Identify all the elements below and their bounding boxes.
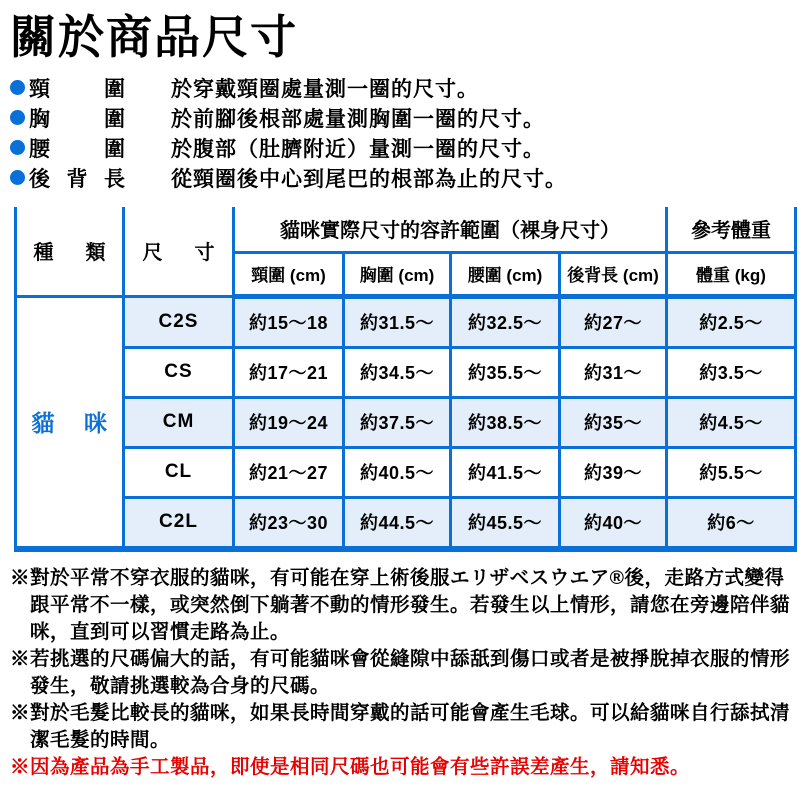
- cell-back: 約40～: [560, 497, 667, 549]
- legend-desc: 於腹部（肚臍附近）量測一圈的尺寸。: [171, 137, 545, 161]
- cell-waist: 約41.5～: [451, 447, 560, 497]
- cell-size: C2L: [124, 497, 234, 549]
- kind-cell: 貓咪: [16, 296, 124, 549]
- legend-item-chest: [10, 103, 800, 133]
- cell-size: CL: [124, 447, 234, 497]
- cell-neck: 約17～21: [234, 347, 344, 397]
- cell-weight: 約2.5～: [667, 296, 796, 347]
- cell-size: C2S: [124, 296, 234, 347]
- cell-back: 約35～: [560, 397, 667, 447]
- cell-back: 約31～: [560, 347, 667, 397]
- legend-item-waist: [10, 133, 800, 163]
- cell-neck: 約15～18: [234, 296, 344, 347]
- footnote-long-hair: ※對於毛髮比較長的貓咪，如果長時間穿戴的話可能會產生毛球。可以給貓咪自行舔拭清潔毛髮的時間。: [10, 701, 791, 751]
- cell-weight: 約3.5～: [667, 347, 796, 397]
- cell-neck: 約23～30: [234, 497, 344, 549]
- size-table: [14, 207, 797, 552]
- footnotes: [10, 565, 792, 781]
- header-neck: 頸圍 (cm): [234, 252, 344, 296]
- legend-term: 後背長: [29, 167, 125, 191]
- cell-chest: 約44.5～: [344, 497, 451, 549]
- cell-neck: 約19～24: [234, 397, 344, 447]
- page-title: 關於商品尺寸: [10, 11, 298, 63]
- legend-item-neck: [10, 73, 800, 103]
- measurement-legend: [10, 73, 800, 193]
- header-back: 後背長 (cm): [560, 252, 667, 296]
- bullet-icon: [10, 110, 25, 125]
- cell-chest: 約34.5～: [344, 347, 451, 397]
- header-size: 尺寸: [124, 207, 234, 297]
- table-row-c2l: [16, 497, 796, 549]
- cell-back: 約39～: [560, 447, 667, 497]
- legend-desc: 從頸圈後中心到尾巴的根部為止的尺寸。: [171, 167, 567, 191]
- footnote-handmade-warning: ※因為產品為手工製品，即使是相同尺碼也可能會有些許誤差產生，請知悉。: [10, 755, 691, 778]
- legend-term: 頸圍: [29, 77, 125, 101]
- table-header-group-row: [16, 207, 796, 253]
- cell-weight: 約6～: [667, 497, 796, 549]
- cell-waist: 約38.5～: [451, 397, 560, 447]
- bullet-icon: [10, 140, 25, 155]
- cell-weight: 約4.5～: [667, 397, 796, 447]
- cell-size: CM: [124, 397, 234, 447]
- header-kind: 種類: [16, 207, 124, 297]
- bullet-icon: [10, 170, 25, 185]
- cell-chest: 約40.5～: [344, 447, 451, 497]
- cell-neck: 約21～27: [234, 447, 344, 497]
- header-range-group: 貓咪實際尺寸的容許範圍（裸身尺寸）: [234, 207, 667, 253]
- legend-term: 腰圍: [29, 137, 125, 161]
- cell-back: 約27～: [560, 296, 667, 347]
- bullet-icon: [10, 80, 25, 95]
- cell-waist: 約35.5～: [451, 347, 560, 397]
- header-weight-group: 參考體重: [667, 207, 796, 253]
- cell-weight: 約5.5～: [667, 447, 796, 497]
- cell-chest: 約31.5～: [344, 296, 451, 347]
- header-waist: 腰圍 (cm): [451, 252, 560, 296]
- header-weight: 體重 (kg): [667, 252, 796, 296]
- cell-chest: 約37.5～: [344, 397, 451, 447]
- legend-term: 胸圍: [29, 107, 125, 131]
- footnote-walking: ※對於平常不穿衣服的貓咪，有可能在穿上術後服エリザベスウエア®後，走路方式變得跟平常不一樣，或突然倒下躺著不動的情形發生。若發生以上情形，請您在旁邊陪伴貓咪，直到可以習慣走路為止。: [10, 566, 791, 643]
- legend-desc: 於前腳後根部處量測胸圍一圈的尺寸。: [171, 107, 545, 131]
- cell-size: CS: [124, 347, 234, 397]
- footnote-size-too-big: ※若挑選的尺碼偏大的話，有可能貓咪會從縫隙中舔舐到傷口或者是被掙脫掉衣服的情形發生，敬請挑選較為合身的尺碼。: [10, 647, 791, 697]
- cell-waist: 約32.5～: [451, 296, 560, 347]
- table-row-c2s: [16, 296, 796, 347]
- header-chest: 胸圍 (cm): [344, 252, 451, 296]
- cell-waist: 約45.5～: [451, 497, 560, 549]
- table-row-cl: [16, 447, 796, 497]
- table-row-cm: [16, 397, 796, 447]
- legend-item-back-length: [10, 163, 800, 193]
- table-row-cs: [16, 347, 796, 397]
- legend-desc: 於穿戴頸圈處量測一圈的尺寸。: [171, 77, 479, 101]
